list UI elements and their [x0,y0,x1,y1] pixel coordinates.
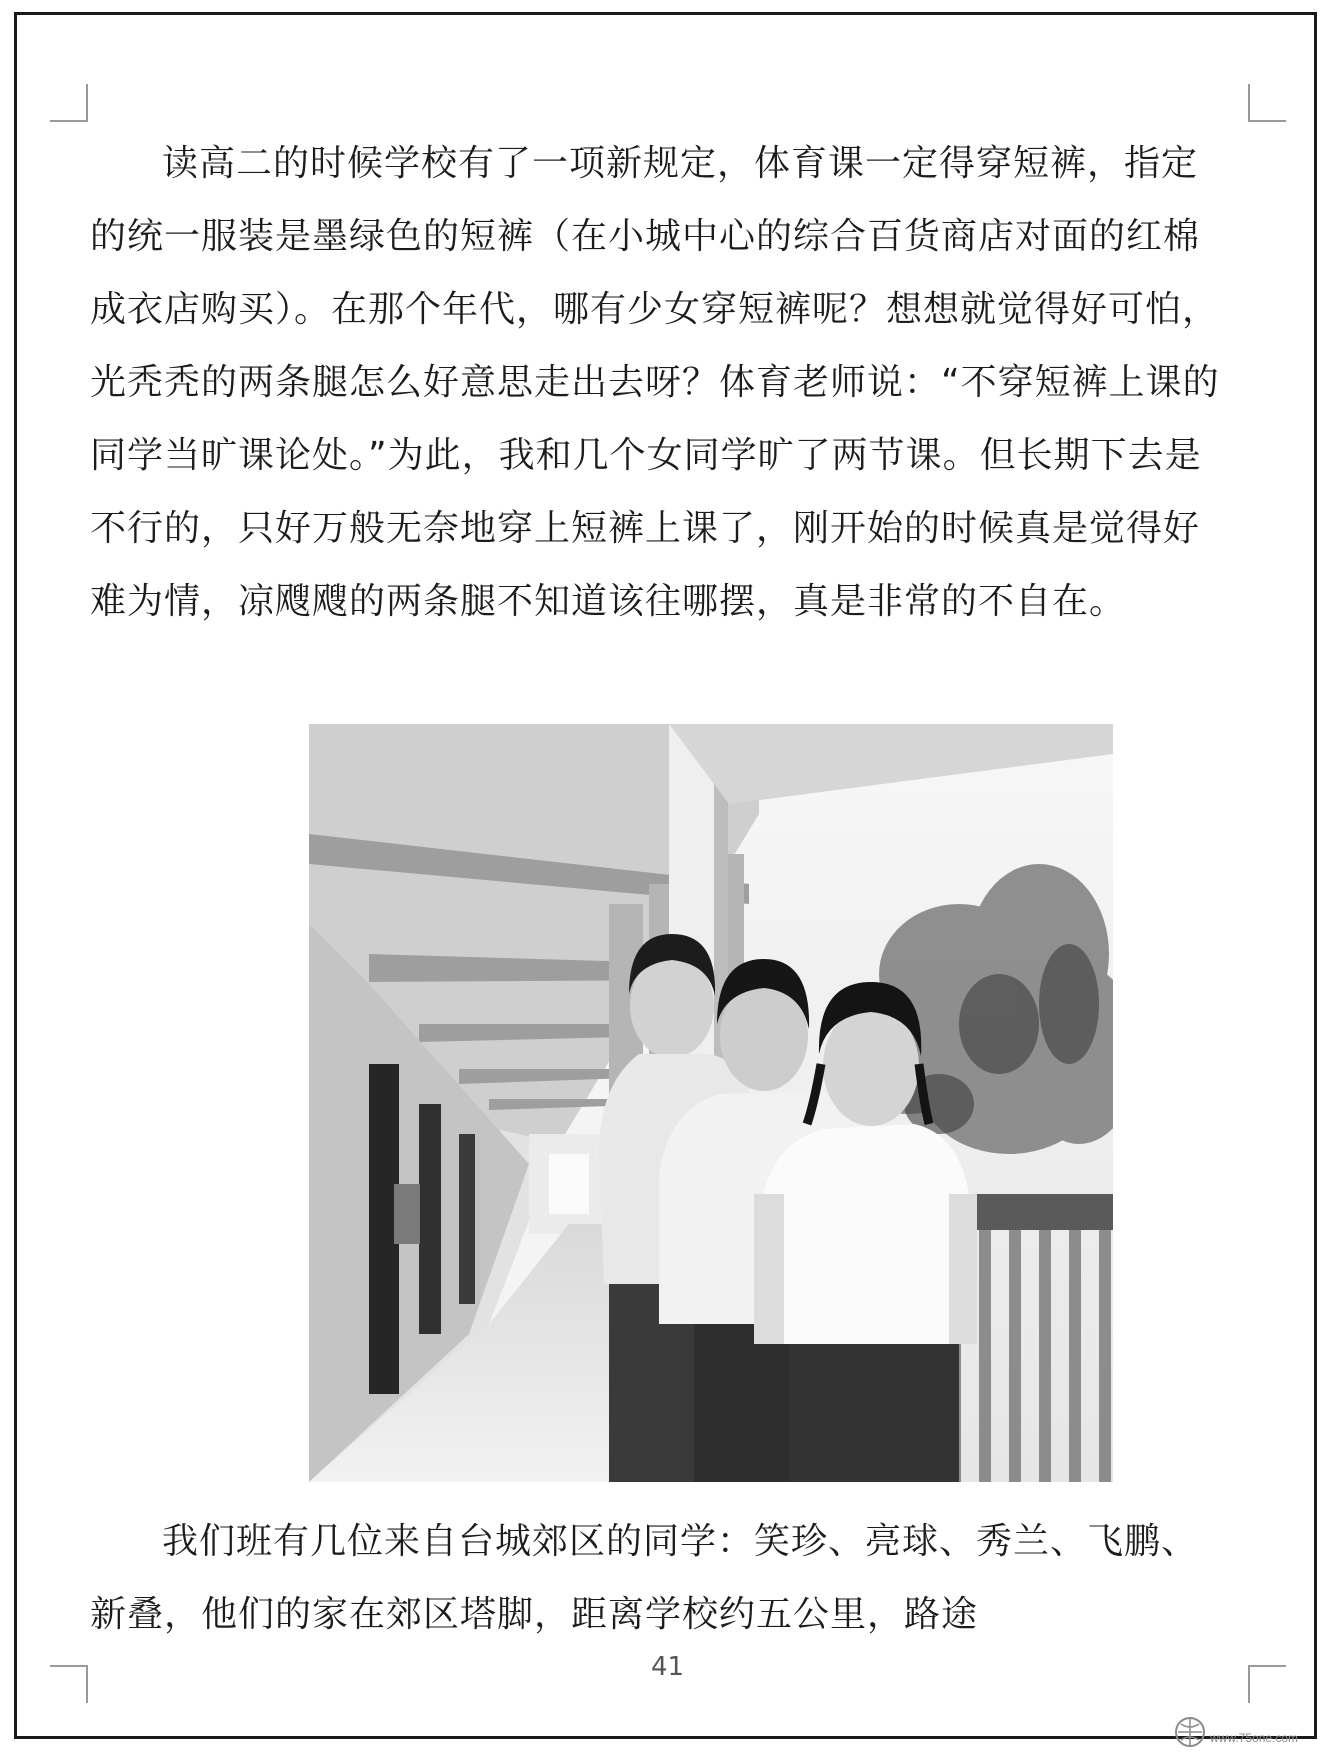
school-corridor-photo [309,724,1113,1482]
body-paragraph-1: 读高二的时候学校有了一项新规定，体育课一定得穿短裤，指定的统一服装是墨绿色的短裤（在小城中心的综合百货商店对面的红棉成衣店购买）。在那个年代，哪有少女穿短裤呢？想想就觉得好可怕，光秃秃的两条腿怎么好意思走出去呀？体育老师说：“不穿短裤上课的同学当旷课论处。”为此，我和几个女同学旷了两节课。但长期下去是不行的，只好万般无奈地穿上短裤上课了，刚开始的时候真是觉得好难为情，凉飕飕的两条腿不知道该往哪摆，真是非常的不自在。 [90,143,1220,622]
body-paragraph-2: 我们班有几位来自台城郊区的同学：笑珍、亮球、秀兰、飞鹏、新叠，他们的家在郊区塔脚，距离学校约五公里，路途 [90,1521,1199,1635]
watermark-url: www.75one.com [1210,1731,1299,1745]
page-number: 41 [650,1652,685,1682]
crop-mark-top-left [50,84,88,122]
crop-mark-top-right [1248,84,1286,122]
site-watermark [1172,1712,1332,1750]
